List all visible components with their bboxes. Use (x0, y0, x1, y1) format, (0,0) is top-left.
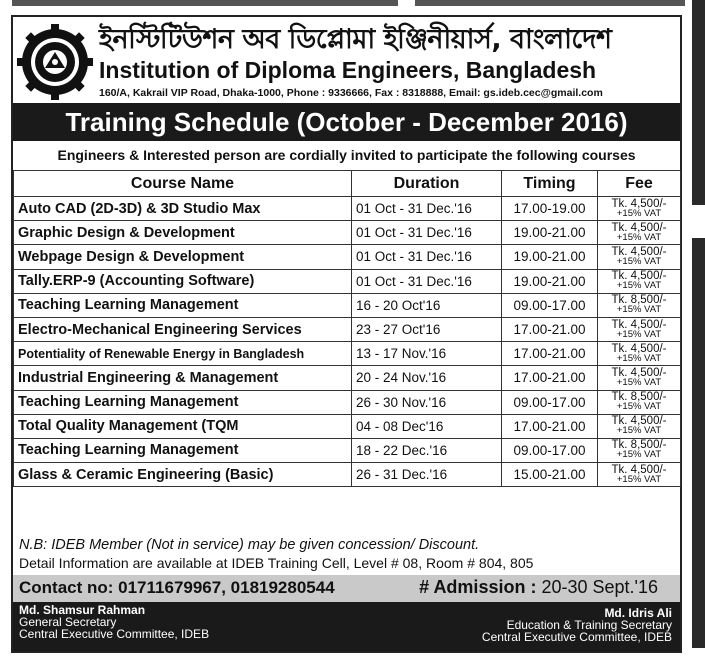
signatory-left-title: General Secretary (19, 615, 117, 629)
fee-amount: Tk. 4,500/- (611, 366, 667, 379)
detail-info-note: Detail Information are available at IDEB Training Cell, Level # 08, Room # 804, 805 (19, 555, 534, 571)
top-divider-left (12, 0, 398, 6)
table-row (14, 438, 681, 462)
course-name-cell: Webpage Design & Development (14, 245, 352, 269)
fee-vat: +15% VAT (616, 207, 662, 219)
advertisement (11, 15, 682, 653)
page-edge-upper (692, 0, 705, 205)
timing-cell: 19.00-21.00 (502, 245, 598, 269)
table-row (14, 366, 681, 390)
table-row (14, 197, 681, 221)
admission-label: # Admission : (419, 577, 537, 597)
table-row (14, 269, 681, 293)
fee-vat: +15% VAT (616, 352, 662, 364)
contact-numbers: Contact no: 01711679967, 01819280544 (19, 578, 335, 597)
course-name-cell: Industrial Engineering & Management (14, 366, 352, 390)
course-name-cell: Electro-Mechanical Engineering Services (14, 317, 352, 341)
timing-cell: 19.00-21.00 (502, 221, 598, 245)
signatory-left (19, 604, 209, 640)
fee-vat: +15% VAT (616, 449, 662, 461)
table-row (14, 293, 681, 317)
fee-cell (598, 414, 681, 438)
duration-cell: 13 - 17 Nov.'16 (352, 342, 502, 366)
page-edge-lower (692, 238, 705, 648)
course-name-cell: Graphic Design & Development (14, 221, 352, 245)
fee-vat: +15% VAT (616, 231, 662, 243)
institution-name-bangla: ইনস্টিটিউশন অব ডিপ্লোমা ইঞ্জিনীয়ার্স, বাংলাদেশ (99, 24, 612, 55)
fee-cell (598, 221, 681, 245)
fee-cell (598, 342, 681, 366)
timing-cell: 09.00-17.00 (502, 390, 598, 414)
contact-address: 160/A, Kakrail VIP Road, Dhaka-1000, Phone : 9336666, Fax : 8318888, Email: gs.ideb.cec@gmail.com (99, 87, 603, 99)
table-row (14, 390, 681, 414)
fee-amount: Tk. 8,500/- (611, 391, 667, 404)
fee-amount: Tk. 4,500/- (611, 270, 667, 283)
fee-vat: +15% VAT (616, 280, 662, 292)
signatory-left-name: Md. Shamsur Rahman (19, 603, 146, 617)
institution-name-english: Institution of Diploma Engineers, Bangladesh (99, 57, 597, 83)
signatory-right (482, 607, 672, 643)
timing-cell: 09.00-17.00 (502, 293, 598, 317)
duration-cell: 01 Oct - 31 Dec.'16 (352, 245, 502, 269)
ideb-gear-logo (16, 23, 94, 101)
duration-cell: 01 Oct - 31 Dec.'16 (352, 197, 502, 221)
signatory-left-body: Central Executive Committee, IDEB (19, 627, 210, 641)
fee-vat: +15% VAT (616, 255, 662, 267)
invitation-text: Engineers & Interested person are cordially invited to participate the following courses (57, 147, 636, 163)
signatory-right-body: Central Executive Committee, IDEB (481, 630, 672, 644)
fee-vat: +15% VAT (616, 401, 662, 413)
schedule-title: Training Schedule (October - December 2016) (13, 103, 680, 141)
table-row (14, 463, 681, 487)
duration-cell: 20 - 24 Nov.'16 (352, 366, 502, 390)
timing-cell: 19.00-21.00 (502, 269, 598, 293)
signatory-right-title: Education & Training Secretary (506, 618, 672, 632)
timing-cell: 17.00-21.00 (502, 342, 598, 366)
fee-amount: Tk. 4,500/- (611, 318, 667, 331)
duration-cell: 01 Oct - 31 Dec.'16 (352, 221, 502, 245)
fee-amount: Tk. 4,500/- (611, 197, 667, 210)
column-header-course: Course Name (14, 171, 352, 197)
fee-cell (598, 293, 681, 317)
column-header-timing: Timing (502, 171, 598, 197)
fee-cell (598, 245, 681, 269)
contact-band (13, 575, 680, 602)
timing-cell: 17.00-21.00 (502, 317, 598, 341)
timing-cell: 17.00-21.00 (502, 366, 598, 390)
fee-amount: Tk. 4,500/- (611, 221, 667, 234)
table-row (14, 245, 681, 269)
top-divider-right (415, 0, 685, 6)
course-name-cell: Auto CAD (2D-3D) & 3D Studio Max (14, 197, 352, 221)
table-row (14, 221, 681, 245)
table-row (14, 414, 681, 438)
fee-amount: Tk. 8,500/- (611, 294, 667, 307)
column-header-fee: Fee (598, 171, 681, 197)
fee-cell (598, 366, 681, 390)
fee-vat: +15% VAT (616, 376, 662, 388)
fee-vat: +15% VAT (616, 425, 662, 437)
timing-cell: 17.00-19.00 (502, 197, 598, 221)
duration-cell: 23 - 27 Oct'16 (352, 317, 502, 341)
course-name-cell: Tally.ERP-9 (Accounting Software) (14, 269, 352, 293)
admission-period (419, 577, 658, 598)
fee-cell (598, 463, 681, 487)
fee-cell (598, 438, 681, 462)
course-table (13, 170, 681, 487)
duration-cell: 18 - 22 Dec.'16 (352, 438, 502, 462)
table-row (14, 317, 681, 341)
timing-cell: 17.00-21.00 (502, 414, 598, 438)
fee-vat: +15% VAT (616, 304, 662, 316)
admission-dates: 20-30 Sept.'16 (541, 577, 658, 597)
duration-cell: 16 - 20 Oct'16 (352, 293, 502, 317)
duration-cell: 26 - 31 Dec.'16 (352, 463, 502, 487)
fee-amount: Tk. 4,500/- (611, 463, 667, 476)
signatory-band (13, 602, 680, 651)
column-header-duration: Duration (352, 171, 502, 197)
fee-amount: Tk. 8,500/- (611, 439, 667, 452)
fee-amount: Tk. 4,500/- (611, 415, 667, 428)
fee-vat: +15% VAT (616, 473, 662, 485)
table-header-row (14, 171, 681, 197)
fee-cell (598, 317, 681, 341)
fee-cell (598, 269, 681, 293)
fee-amount: Tk. 4,500/- (611, 245, 667, 258)
timing-cell: 09.00-17.00 (502, 438, 598, 462)
course-name-cell: Teaching Learning Management (14, 293, 352, 317)
course-name-cell: Total Quality Management (TQM (14, 414, 352, 438)
fee-cell (598, 390, 681, 414)
fee-vat: +15% VAT (616, 328, 662, 340)
concession-note: N.B: IDEB Member (Not in service) may be given concession/ Discount. (19, 537, 480, 553)
duration-cell: 01 Oct - 31 Dec.'16 (352, 269, 502, 293)
fee-amount: Tk. 4,500/- (611, 342, 667, 355)
fee-cell (598, 197, 681, 221)
duration-cell: 04 - 08 Dec'16 (352, 414, 502, 438)
course-name-cell: Teaching Learning Management (14, 438, 352, 462)
course-name-cell: Glass & Ceramic Engineering (Basic) (14, 463, 352, 487)
course-name-cell: Teaching Learning Management (14, 390, 352, 414)
duration-cell: 26 - 30 Nov.'16 (352, 390, 502, 414)
course-name-cell: Potentiality of Renewable Energy in Bangladesh (14, 342, 352, 366)
table-row (14, 342, 681, 366)
signatory-right-name: Md. Idris Ali (604, 606, 672, 620)
timing-cell: 15.00-21.00 (502, 463, 598, 487)
